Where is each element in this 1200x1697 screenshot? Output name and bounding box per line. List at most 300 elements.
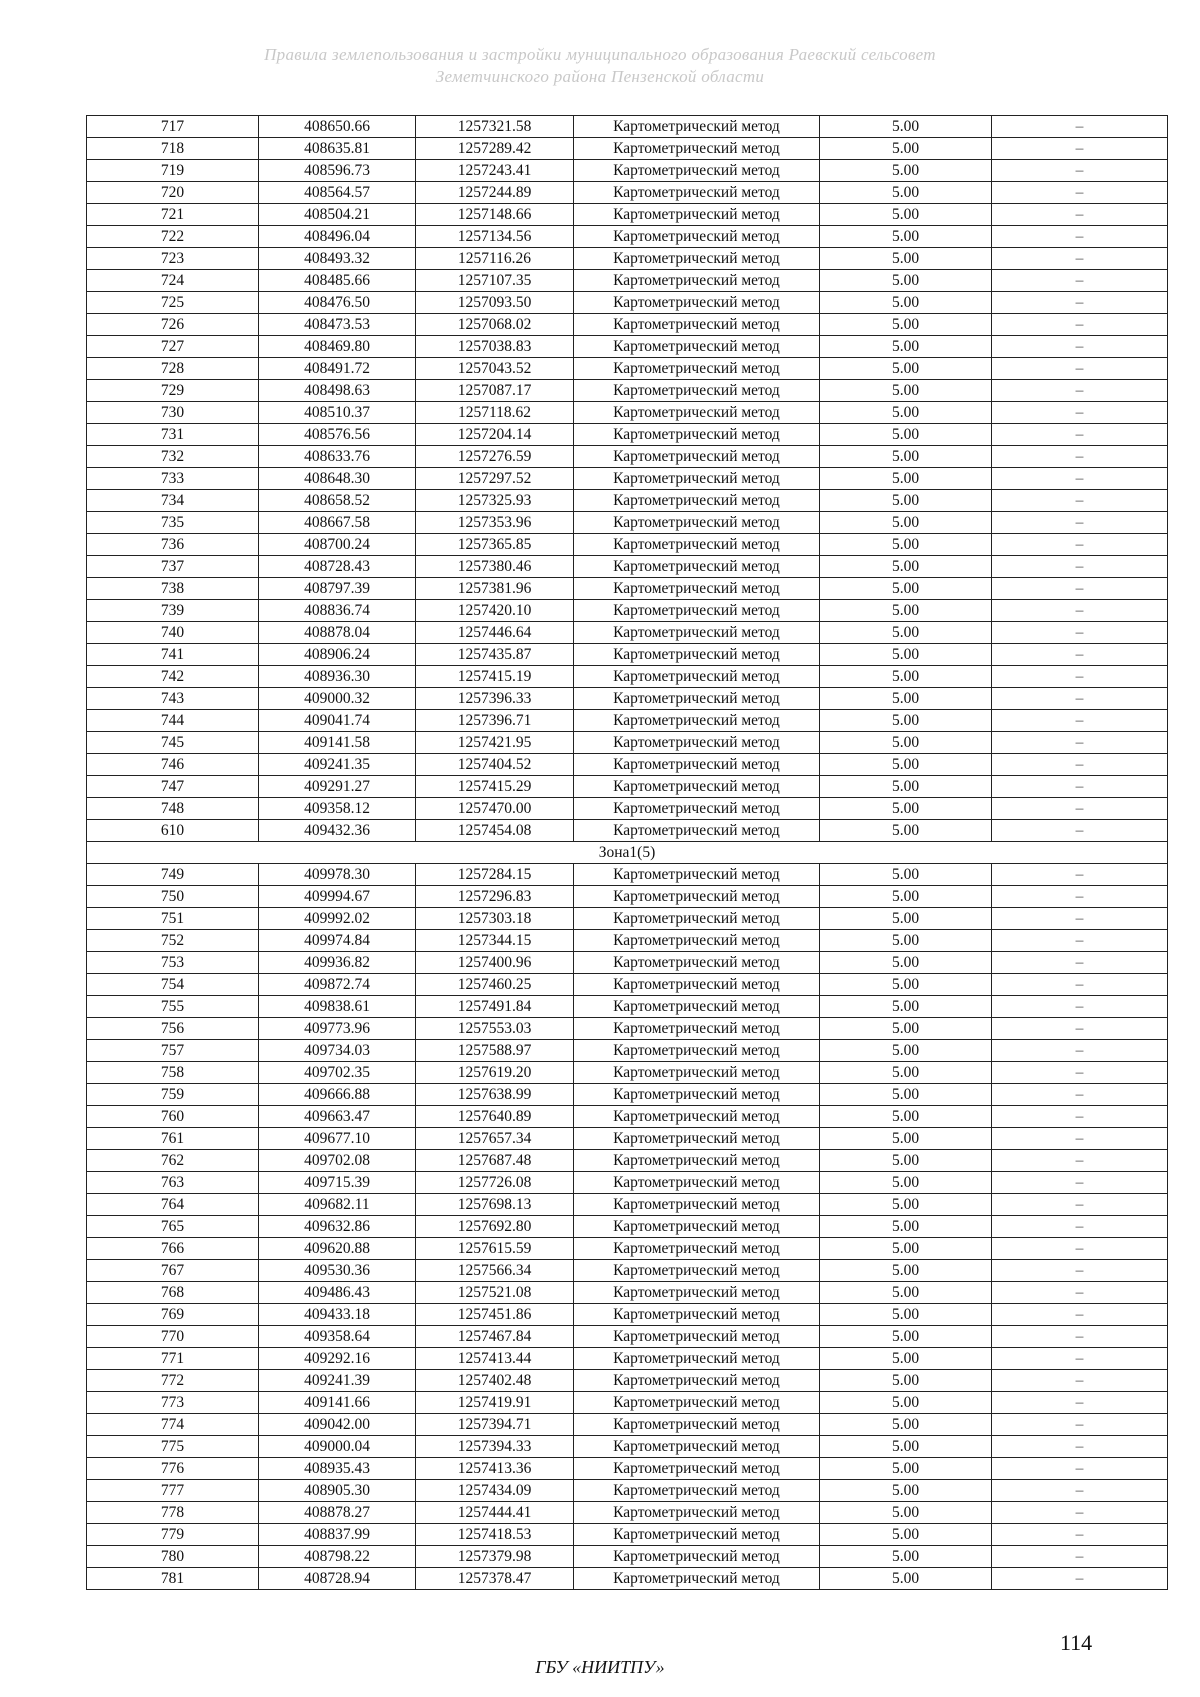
table-row (87, 556, 1168, 578)
accuracy-cell: 5.00 (820, 1392, 992, 1414)
y-coordinate-cell: 1257435.87 (416, 644, 574, 666)
table-row (87, 1084, 1168, 1106)
x-coordinate-cell: 408473.53 (259, 314, 416, 336)
table-row (87, 182, 1168, 204)
x-coordinate-cell: 408837.99 (259, 1524, 416, 1546)
y-coordinate-cell: 1257415.29 (416, 776, 574, 798)
method-cell: Картометрический метод (574, 1062, 820, 1084)
description-cell: – (992, 1480, 1168, 1502)
y-coordinate-cell: 1257296.83 (416, 886, 574, 908)
y-coordinate-cell: 1257284.15 (416, 864, 574, 886)
y-coordinate-cell: 1257378.47 (416, 1568, 574, 1590)
accuracy-cell: 5.00 (820, 886, 992, 908)
point-number-cell: 737 (87, 556, 259, 578)
point-number-cell: 725 (87, 292, 259, 314)
y-coordinate-cell: 1257415.19 (416, 666, 574, 688)
accuracy-cell: 5.00 (820, 1546, 992, 1568)
y-coordinate-cell: 1257454.08 (416, 820, 574, 842)
table-row (87, 1216, 1168, 1238)
table-row (87, 270, 1168, 292)
table-row (87, 820, 1168, 842)
point-number-cell: 779 (87, 1524, 259, 1546)
description-cell: – (992, 798, 1168, 820)
accuracy-cell: 5.00 (820, 292, 992, 314)
zone-label: Зона1(5) (87, 842, 1168, 864)
x-coordinate-cell: 409486.43 (259, 1282, 416, 1304)
point-number-cell: 727 (87, 336, 259, 358)
x-coordinate-cell: 409715.39 (259, 1172, 416, 1194)
accuracy-cell: 5.00 (820, 754, 992, 776)
table-row (87, 490, 1168, 512)
description-cell: – (992, 1172, 1168, 1194)
point-number-cell: 732 (87, 446, 259, 468)
accuracy-cell: 5.00 (820, 1326, 992, 1348)
description-cell: – (992, 886, 1168, 908)
y-coordinate-cell: 1257434.09 (416, 1480, 574, 1502)
table-row (87, 534, 1168, 556)
y-coordinate-cell: 1257460.25 (416, 974, 574, 996)
y-coordinate-cell: 1257396.71 (416, 710, 574, 732)
method-cell: Картометрический метод (574, 1216, 820, 1238)
table-row (87, 1436, 1168, 1458)
method-cell: Картометрический метод (574, 556, 820, 578)
table-row (87, 1150, 1168, 1172)
table-row (87, 908, 1168, 930)
x-coordinate-cell: 408633.76 (259, 446, 416, 468)
method-cell: Картометрический метод (574, 952, 820, 974)
y-coordinate-cell: 1257467.84 (416, 1326, 574, 1348)
method-cell: Картометрический метод (574, 1436, 820, 1458)
description-cell: – (992, 1282, 1168, 1304)
accuracy-cell: 5.00 (820, 1414, 992, 1436)
point-number-cell: 772 (87, 1370, 259, 1392)
description-cell: – (992, 1524, 1168, 1546)
point-number-cell: 759 (87, 1084, 259, 1106)
description-cell: – (992, 490, 1168, 512)
point-number-cell: 733 (87, 468, 259, 490)
x-coordinate-cell: 408905.30 (259, 1480, 416, 1502)
method-cell: Картометрический метод (574, 1348, 820, 1370)
x-coordinate-cell: 408728.94 (259, 1568, 416, 1590)
description-cell: – (992, 578, 1168, 600)
method-cell: Картометрический метод (574, 996, 820, 1018)
x-coordinate-cell: 408576.56 (259, 424, 416, 446)
accuracy-cell: 5.00 (820, 424, 992, 446)
accuracy-cell: 5.00 (820, 1458, 992, 1480)
y-coordinate-cell: 1257043.52 (416, 358, 574, 380)
y-coordinate-cell: 1257640.89 (416, 1106, 574, 1128)
header-line-1: Правила землепользования и застройки муниципального образования Раевский сельсовет (264, 45, 936, 64)
accuracy-cell: 5.00 (820, 776, 992, 798)
method-cell: Картометрический метод (574, 732, 820, 754)
coordinates-table (86, 115, 1168, 1590)
description-cell: – (992, 644, 1168, 666)
y-coordinate-cell: 1257243.41 (416, 160, 574, 182)
y-coordinate-cell: 1257321.58 (416, 116, 574, 138)
y-coordinate-cell: 1257619.20 (416, 1062, 574, 1084)
table-row (87, 952, 1168, 974)
x-coordinate-cell: 409241.39 (259, 1370, 416, 1392)
point-number-cell: 776 (87, 1458, 259, 1480)
method-cell: Картометрический метод (574, 402, 820, 424)
y-coordinate-cell: 1257344.15 (416, 930, 574, 952)
description-cell: – (992, 1062, 1168, 1084)
table-row (87, 1194, 1168, 1216)
point-number-cell: 738 (87, 578, 259, 600)
point-number-cell: 781 (87, 1568, 259, 1590)
accuracy-cell: 5.00 (820, 688, 992, 710)
method-cell: Картометрический метод (574, 1568, 820, 1590)
point-number-cell: 717 (87, 116, 259, 138)
point-number-cell: 766 (87, 1238, 259, 1260)
y-coordinate-cell: 1257107.35 (416, 270, 574, 292)
description-cell: – (992, 1128, 1168, 1150)
table-row (87, 776, 1168, 798)
point-number-cell: 771 (87, 1348, 259, 1370)
table-row (87, 1568, 1168, 1590)
y-coordinate-cell: 1257419.91 (416, 1392, 574, 1414)
table-row (87, 358, 1168, 380)
description-cell: – (992, 952, 1168, 974)
y-coordinate-cell: 1257353.96 (416, 512, 574, 534)
x-coordinate-cell: 409677.10 (259, 1128, 416, 1150)
x-coordinate-cell: 409042.00 (259, 1414, 416, 1436)
description-cell: – (992, 710, 1168, 732)
x-coordinate-cell: 408469.80 (259, 336, 416, 358)
x-coordinate-cell: 408504.21 (259, 204, 416, 226)
method-cell: Картометрический метод (574, 644, 820, 666)
point-number-cell: 746 (87, 754, 259, 776)
accuracy-cell: 5.00 (820, 952, 992, 974)
y-coordinate-cell: 1257687.48 (416, 1150, 574, 1172)
x-coordinate-cell: 408493.32 (259, 248, 416, 270)
accuracy-cell: 5.00 (820, 1128, 992, 1150)
method-cell: Картометрический метод (574, 1238, 820, 1260)
x-coordinate-cell: 408836.74 (259, 600, 416, 622)
method-cell: Картометрический метод (574, 578, 820, 600)
x-coordinate-cell: 409872.74 (259, 974, 416, 996)
description-cell: – (992, 292, 1168, 314)
point-number-cell: 729 (87, 380, 259, 402)
y-coordinate-cell: 1257289.42 (416, 138, 574, 160)
table-row (87, 1062, 1168, 1084)
y-coordinate-cell: 1257394.71 (416, 1414, 574, 1436)
y-coordinate-cell: 1257521.08 (416, 1282, 574, 1304)
x-coordinate-cell: 409041.74 (259, 710, 416, 732)
x-coordinate-cell: 409000.04 (259, 1436, 416, 1458)
method-cell: Картометрический метод (574, 776, 820, 798)
point-number-cell: 755 (87, 996, 259, 1018)
method-cell: Картометрический метод (574, 1458, 820, 1480)
accuracy-cell: 5.00 (820, 644, 992, 666)
y-coordinate-cell: 1257134.56 (416, 226, 574, 248)
description-cell: – (992, 204, 1168, 226)
x-coordinate-cell: 408635.81 (259, 138, 416, 160)
method-cell: Картометрический метод (574, 886, 820, 908)
zone-header-row (87, 842, 1168, 864)
description-cell: – (992, 116, 1168, 138)
point-number-cell: 742 (87, 666, 259, 688)
method-cell: Картометрический метод (574, 1172, 820, 1194)
method-cell: Картометрический метод (574, 336, 820, 358)
method-cell: Картометрический метод (574, 380, 820, 402)
x-coordinate-cell: 409974.84 (259, 930, 416, 952)
point-number-cell: 778 (87, 1502, 259, 1524)
table-row (87, 754, 1168, 776)
accuracy-cell: 5.00 (820, 534, 992, 556)
table-row (87, 622, 1168, 644)
y-coordinate-cell: 1257068.02 (416, 314, 574, 336)
point-number-cell: 768 (87, 1282, 259, 1304)
table-row (87, 644, 1168, 666)
method-cell: Картометрический метод (574, 270, 820, 292)
point-number-cell: 775 (87, 1436, 259, 1458)
table-row (87, 864, 1168, 886)
x-coordinate-cell: 408935.43 (259, 1458, 416, 1480)
description-cell: – (992, 1018, 1168, 1040)
description-cell: – (992, 732, 1168, 754)
description-cell: – (992, 754, 1168, 776)
y-coordinate-cell: 1257148.66 (416, 204, 574, 226)
x-coordinate-cell: 408650.66 (259, 116, 416, 138)
accuracy-cell: 5.00 (820, 138, 992, 160)
description-cell: – (992, 534, 1168, 556)
method-cell: Картометрический метод (574, 116, 820, 138)
description-cell: – (992, 1414, 1168, 1436)
table-row (87, 886, 1168, 908)
method-cell: Картометрический метод (574, 930, 820, 952)
point-number-cell: 774 (87, 1414, 259, 1436)
x-coordinate-cell: 408491.72 (259, 358, 416, 380)
accuracy-cell: 5.00 (820, 1370, 992, 1392)
description-cell: – (992, 908, 1168, 930)
point-number-cell: 750 (87, 886, 259, 908)
description-cell: – (992, 996, 1168, 1018)
table-row (87, 292, 1168, 314)
method-cell: Картометрический метод (574, 820, 820, 842)
accuracy-cell: 5.00 (820, 402, 992, 424)
x-coordinate-cell: 408564.57 (259, 182, 416, 204)
accuracy-cell: 5.00 (820, 1568, 992, 1590)
y-coordinate-cell: 1257420.10 (416, 600, 574, 622)
y-coordinate-cell: 1257638.99 (416, 1084, 574, 1106)
point-number-cell: 610 (87, 820, 259, 842)
table-row (87, 160, 1168, 182)
y-coordinate-cell: 1257379.98 (416, 1546, 574, 1568)
y-coordinate-cell: 1257446.64 (416, 622, 574, 644)
table-row (87, 314, 1168, 336)
table-row (87, 204, 1168, 226)
description-cell: – (992, 512, 1168, 534)
method-cell: Картометрический метод (574, 1194, 820, 1216)
accuracy-cell: 5.00 (820, 380, 992, 402)
accuracy-cell: 5.00 (820, 160, 992, 182)
document-header (0, 44, 1200, 88)
point-number-cell: 757 (87, 1040, 259, 1062)
point-number-cell: 765 (87, 1216, 259, 1238)
table-row (87, 512, 1168, 534)
accuracy-cell: 5.00 (820, 710, 992, 732)
method-cell: Картометрический метод (574, 1128, 820, 1150)
y-coordinate-cell: 1257615.59 (416, 1238, 574, 1260)
table-row (87, 1172, 1168, 1194)
method-cell: Картометрический метод (574, 600, 820, 622)
description-cell: – (992, 446, 1168, 468)
table-row (87, 1238, 1168, 1260)
x-coordinate-cell: 409291.27 (259, 776, 416, 798)
y-coordinate-cell: 1257244.89 (416, 182, 574, 204)
method-cell: Картометрический метод (574, 1392, 820, 1414)
accuracy-cell: 5.00 (820, 1480, 992, 1502)
table-row (87, 710, 1168, 732)
table-row (87, 1326, 1168, 1348)
table-row (87, 1348, 1168, 1370)
x-coordinate-cell: 408648.30 (259, 468, 416, 490)
table-row (87, 1502, 1168, 1524)
y-coordinate-cell: 1257396.33 (416, 688, 574, 710)
method-cell: Картометрический метод (574, 1414, 820, 1436)
description-cell: – (992, 622, 1168, 644)
method-cell: Картометрический метод (574, 182, 820, 204)
x-coordinate-cell: 408700.24 (259, 534, 416, 556)
point-number-cell: 773 (87, 1392, 259, 1414)
point-number-cell: 743 (87, 688, 259, 710)
y-coordinate-cell: 1257451.86 (416, 1304, 574, 1326)
y-coordinate-cell: 1257402.48 (416, 1370, 574, 1392)
x-coordinate-cell: 409292.16 (259, 1348, 416, 1370)
description-cell: – (992, 1502, 1168, 1524)
y-coordinate-cell: 1257303.18 (416, 908, 574, 930)
method-cell: Картометрический метод (574, 358, 820, 380)
accuracy-cell: 5.00 (820, 1216, 992, 1238)
point-number-cell: 741 (87, 644, 259, 666)
table-row (87, 138, 1168, 160)
point-number-cell: 730 (87, 402, 259, 424)
description-cell: – (992, 1260, 1168, 1282)
method-cell: Картометрический метод (574, 974, 820, 996)
point-number-cell: 752 (87, 930, 259, 952)
accuracy-cell: 5.00 (820, 468, 992, 490)
method-cell: Картометрический метод (574, 688, 820, 710)
y-coordinate-cell: 1257116.26 (416, 248, 574, 270)
description-cell: – (992, 600, 1168, 622)
point-number-cell: 724 (87, 270, 259, 292)
accuracy-cell: 5.00 (820, 446, 992, 468)
description-cell: – (992, 182, 1168, 204)
table-row (87, 424, 1168, 446)
point-number-cell: 749 (87, 864, 259, 886)
table-row (87, 468, 1168, 490)
accuracy-cell: 5.00 (820, 1436, 992, 1458)
point-number-cell: 770 (87, 1326, 259, 1348)
accuracy-cell: 5.00 (820, 622, 992, 644)
y-coordinate-cell: 1257413.36 (416, 1458, 574, 1480)
x-coordinate-cell: 409432.36 (259, 820, 416, 842)
accuracy-cell: 5.00 (820, 1062, 992, 1084)
accuracy-cell: 5.00 (820, 314, 992, 336)
x-coordinate-cell: 409773.96 (259, 1018, 416, 1040)
x-coordinate-cell: 409141.58 (259, 732, 416, 754)
method-cell: Картометрический метод (574, 138, 820, 160)
table-row (87, 446, 1168, 468)
description-cell: – (992, 380, 1168, 402)
point-number-cell: 745 (87, 732, 259, 754)
description-cell: – (992, 248, 1168, 270)
accuracy-cell: 5.00 (820, 1524, 992, 1546)
method-cell: Картометрический метод (574, 292, 820, 314)
description-cell: – (992, 820, 1168, 842)
accuracy-cell: 5.00 (820, 182, 992, 204)
point-number-cell: 731 (87, 424, 259, 446)
accuracy-cell: 5.00 (820, 1238, 992, 1260)
accuracy-cell: 5.00 (820, 666, 992, 688)
y-coordinate-cell: 1257588.97 (416, 1040, 574, 1062)
description-cell: – (992, 1040, 1168, 1062)
description-cell: – (992, 1392, 1168, 1414)
description-cell: – (992, 402, 1168, 424)
method-cell: Картометрический метод (574, 1106, 820, 1128)
method-cell: Картометрический метод (574, 490, 820, 512)
point-number-cell: 751 (87, 908, 259, 930)
table-row (87, 1304, 1168, 1326)
table-row (87, 1414, 1168, 1436)
description-cell: – (992, 226, 1168, 248)
y-coordinate-cell: 1257404.52 (416, 754, 574, 776)
point-number-cell: 756 (87, 1018, 259, 1040)
description-cell: – (992, 1238, 1168, 1260)
method-cell: Картометрический метод (574, 1524, 820, 1546)
page-number: 114 (1060, 1630, 1093, 1655)
method-cell: Картометрический метод (574, 512, 820, 534)
point-number-cell: 754 (87, 974, 259, 996)
method-cell: Картометрический метод (574, 1018, 820, 1040)
x-coordinate-cell: 408510.37 (259, 402, 416, 424)
description-cell: – (992, 424, 1168, 446)
point-number-cell: 769 (87, 1304, 259, 1326)
document-footer: ГБУ «НИИТПУ» (535, 1657, 665, 1677)
point-number-cell: 734 (87, 490, 259, 512)
point-number-cell: 764 (87, 1194, 259, 1216)
point-number-cell: 761 (87, 1128, 259, 1150)
x-coordinate-cell: 409358.12 (259, 798, 416, 820)
table-row (87, 974, 1168, 996)
accuracy-cell: 5.00 (820, 1282, 992, 1304)
x-coordinate-cell: 408658.52 (259, 490, 416, 512)
x-coordinate-cell: 409936.82 (259, 952, 416, 974)
accuracy-cell: 5.00 (820, 974, 992, 996)
accuracy-cell: 5.00 (820, 1018, 992, 1040)
description-cell: – (992, 1546, 1168, 1568)
accuracy-cell: 5.00 (820, 556, 992, 578)
x-coordinate-cell: 409838.61 (259, 996, 416, 1018)
method-cell: Картометрический метод (574, 468, 820, 490)
y-coordinate-cell: 1257325.93 (416, 490, 574, 512)
point-number-cell: 744 (87, 710, 259, 732)
x-coordinate-cell: 408936.30 (259, 666, 416, 688)
method-cell: Картометрический метод (574, 754, 820, 776)
x-coordinate-cell: 409530.36 (259, 1260, 416, 1282)
y-coordinate-cell: 1257692.80 (416, 1216, 574, 1238)
x-coordinate-cell: 409702.08 (259, 1150, 416, 1172)
y-coordinate-cell: 1257553.03 (416, 1018, 574, 1040)
method-cell: Картометрический метод (574, 1370, 820, 1392)
method-cell: Картометрический метод (574, 314, 820, 336)
accuracy-cell: 5.00 (820, 908, 992, 930)
description-cell: – (992, 468, 1168, 490)
description-cell: – (992, 1150, 1168, 1172)
accuracy-cell: 5.00 (820, 270, 992, 292)
accuracy-cell: 5.00 (820, 116, 992, 138)
